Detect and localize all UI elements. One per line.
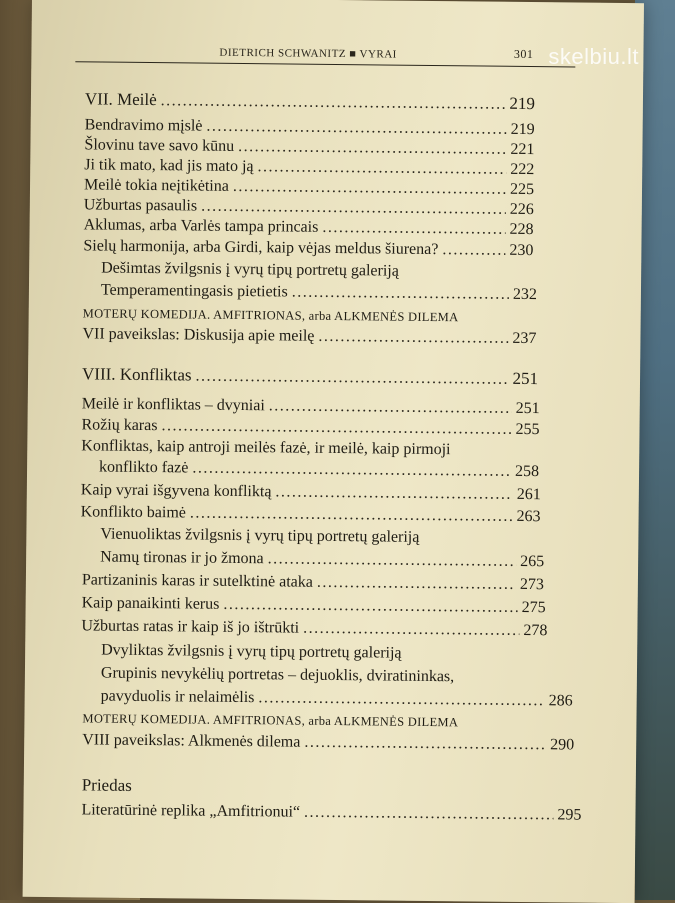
- comedy-heading: MOTERŲ KOMEDIJA. AMFITRIONAS, arba ALKMENĖS DILEMA: [82, 306, 459, 325]
- watermark: skelbiu.lt: [548, 44, 639, 69]
- toc-entry-line1: Konfliktas, kaip antroji meilės fazė, ir meilė, kaip pirmoji: [81, 437, 451, 459]
- toc-entry: Bendravimo mįslė ..... 219: [85, 116, 535, 139]
- toc-entry: Rožių karas ..... 255: [81, 416, 539, 439]
- toc-entry: Užburtas ratas ir kaip iš jo ištrūkti ..... 278: [81, 617, 547, 640]
- header-page-number: 301: [513, 46, 534, 62]
- comedy-heading: MOTERŲ KOMEDIJA. AMFITRIONAS, arba ALKMENĖS DILEMA: [82, 711, 459, 730]
- gallery-intro: Vienuoliktas žvilgsnis į vyrų tipų portretų galeriją: [100, 525, 420, 546]
- gallery-line: Grupinis nevykėlių portretas – dejuoklis, dviratininkas,: [100, 664, 455, 686]
- toc-entry: VII paveikslas: Diskusija apie meilę ..... 237: [82, 325, 536, 348]
- toc-section-vii: VII. Meilė ..... 219: [85, 89, 535, 114]
- toc-entry: Šlovinu tave savo kūnu ..... 221: [84, 136, 534, 159]
- header-book: VYRAI: [359, 48, 397, 61]
- toc-entry: Užburtas pasaulis ..... 226: [84, 196, 534, 219]
- toc-entry: Temperamentingasis pietietis ..... 232: [101, 282, 537, 305]
- table-of-contents: [23, 0, 644, 903]
- toc-entry: Literatūrinė replika „Amfitrionui“ ..... 295: [81, 801, 581, 824]
- leader-dots: [161, 92, 506, 114]
- toc-entry: konflikto fazė ..... 258: [99, 459, 539, 482]
- toc-entry: Sielų harmonija, arba Girdi, kaip vėjas meldus šiurena? ..... 230: [83, 237, 533, 260]
- toc-entry: Ji tik mato, kad jis mato ją ..... 222: [84, 156, 534, 179]
- appendix-title: Priedas: [81, 775, 132, 795]
- toc-entry: Meilė tokia neįtikėtina ..... 225: [84, 176, 534, 199]
- header-author: DIETRICH SCHWANITZ: [219, 46, 347, 61]
- gallery-intro: Dvyliktas žvilgsnis į vyrų tipų portretų galeriją: [101, 641, 402, 662]
- toc-section-viii: VIII. Konfliktas ..... 251: [82, 364, 538, 389]
- toc-entry: Namų tironas ir jo žmona ..... 265: [100, 549, 544, 572]
- toc-entry: Kaip vyrai išgyvena konfliktą ..... 261: [81, 481, 541, 504]
- toc-entry: Kaip panaikinti kerus ..... 275: [82, 594, 546, 617]
- book-page: [23, 0, 644, 903]
- toc-entry: Konflikto baimė ..... 263: [81, 503, 541, 526]
- toc-entry: Meilė ir konfliktas – dvyniai ..... 251: [82, 395, 540, 418]
- toc-entry: pavyduolis ir nelaimėlis ..... 286: [101, 688, 573, 711]
- toc-entry: Aklumas, arba Varlės tampa princais ..... 228: [84, 216, 534, 239]
- header-separator: ■: [349, 48, 357, 61]
- gallery-intro: Dešimtas žvilgsnis į vyrų tipų portretų galeriją: [101, 259, 399, 280]
- toc-entry: Partizaninis karas ir sutelktinė ataka ..... 273: [82, 571, 544, 594]
- toc-entry: VIII paveikslas: Alkmenės dilema ..... 290: [82, 731, 574, 754]
